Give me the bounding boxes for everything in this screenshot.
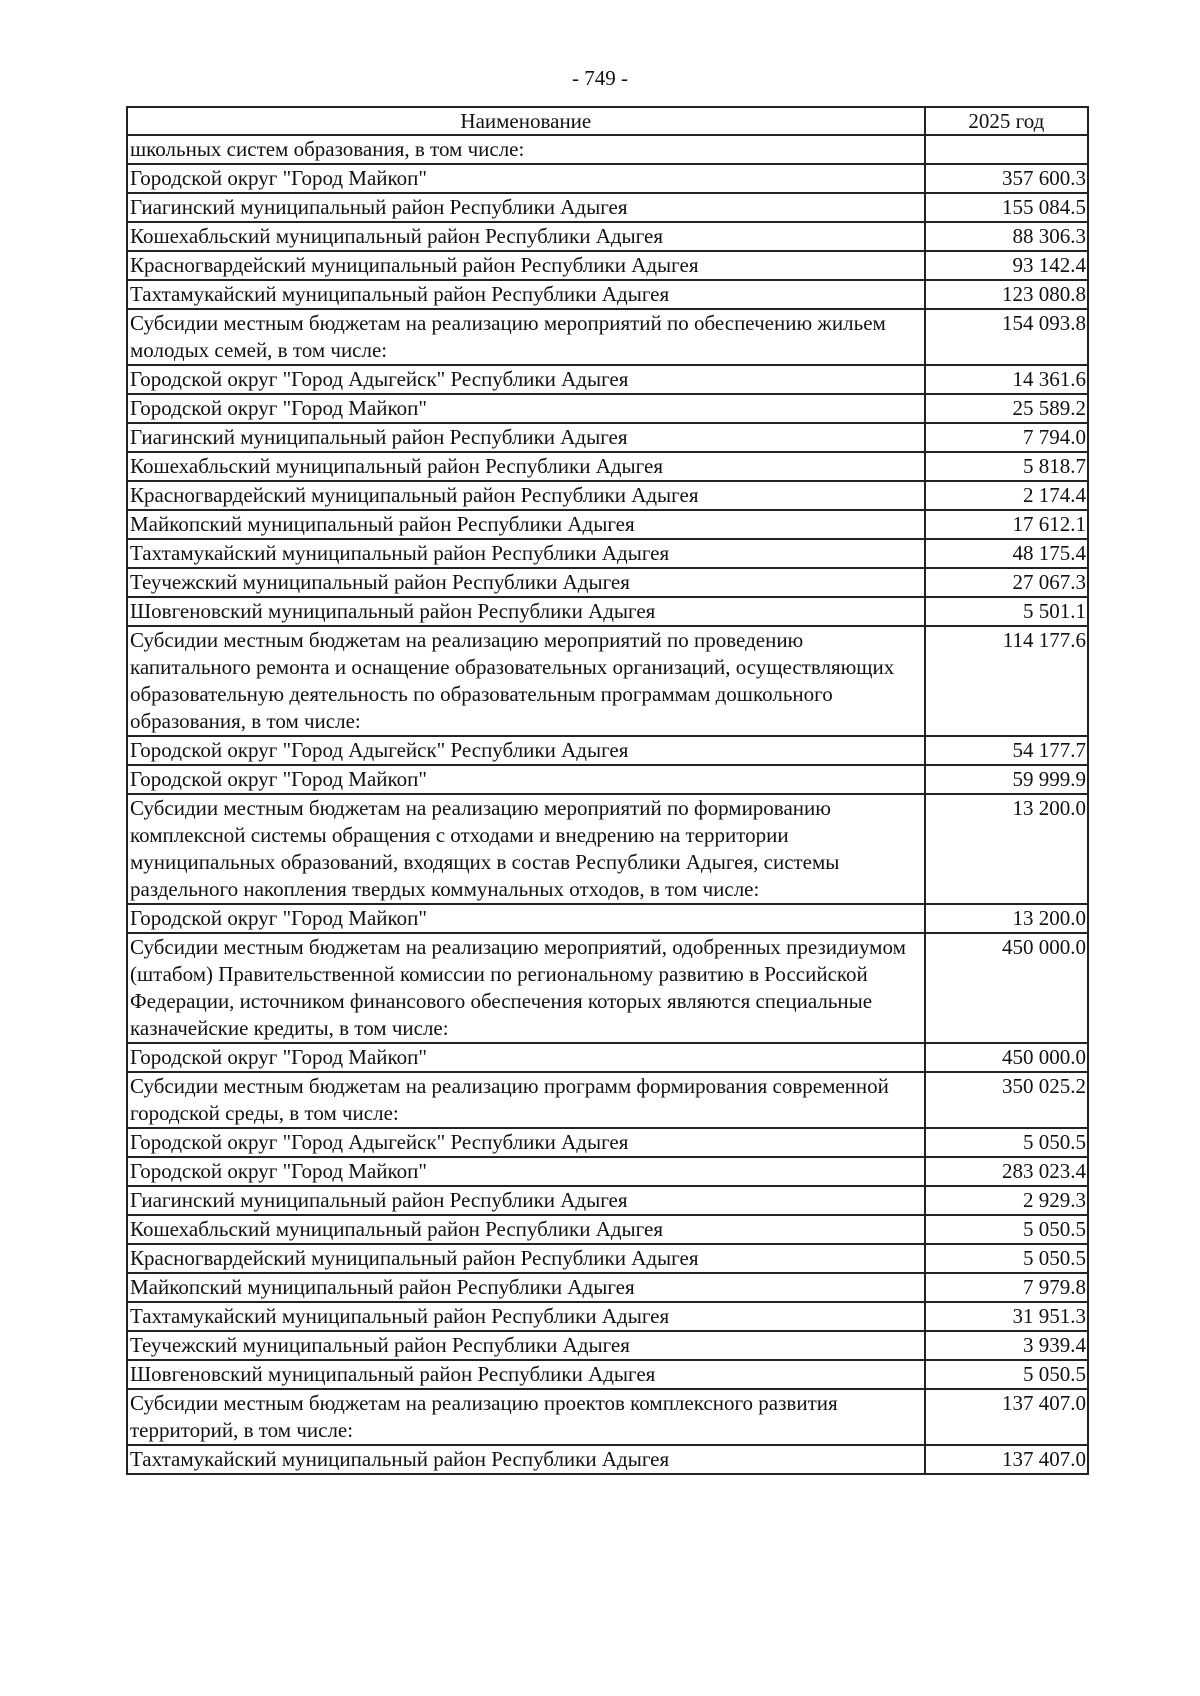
- row-value-cell: 137 407.0: [925, 1445, 1088, 1474]
- table-row: [127, 1445, 1088, 1474]
- row-value-cell: 13 200.0: [925, 794, 1088, 904]
- row-name-cell: Тахтамукайский муниципальный район Республики Адыгея: [127, 1302, 925, 1331]
- row-name-cell: Кошехабльский муниципальный район Республики Адыгея: [127, 1215, 925, 1244]
- column-header-year: 2025 год: [925, 107, 1088, 135]
- table-row: [127, 365, 1088, 394]
- row-name-cell: Майкопский муниципальный район Республики Адыгея: [127, 1273, 925, 1302]
- table-body: [127, 135, 1088, 1474]
- row-value-cell: 5 050.5: [925, 1360, 1088, 1389]
- table-row: [127, 193, 1088, 222]
- row-name-cell: Городской округ "Город Майкоп": [127, 765, 925, 794]
- table-row: [127, 309, 1088, 365]
- table-row: [127, 1072, 1088, 1128]
- row-name-cell: Субсидии местным бюджетам на реализацию программ формирования современной городской среды, в том числе:: [127, 1072, 925, 1128]
- row-value-cell: 283 023.4: [925, 1157, 1088, 1186]
- table-row: [127, 394, 1088, 423]
- row-name-cell: Майкопский муниципальный район Республики Адыгея: [127, 510, 925, 539]
- row-value-cell: 27 067.3: [925, 568, 1088, 597]
- table-row: [127, 164, 1088, 193]
- table-row: [127, 510, 1088, 539]
- table-row: [127, 1273, 1088, 1302]
- table-row: [127, 280, 1088, 309]
- row-value-cell: 48 175.4: [925, 539, 1088, 568]
- table-row: [127, 1389, 1088, 1445]
- row-value-cell: 5 818.7: [925, 452, 1088, 481]
- table-row: [127, 1244, 1088, 1273]
- row-value-cell: 155 084.5: [925, 193, 1088, 222]
- table-row: [127, 423, 1088, 452]
- row-value-cell: 17 612.1: [925, 510, 1088, 539]
- row-name-cell: Кошехабльский муниципальный район Республики Адыгея: [127, 452, 925, 481]
- page-number: - 749 -: [572, 66, 628, 90]
- row-value-cell: [925, 135, 1088, 164]
- table-row: [127, 1331, 1088, 1360]
- table-row: [127, 135, 1088, 164]
- row-value-cell: 5 501.1: [925, 597, 1088, 626]
- row-value-cell: 2 929.3: [925, 1186, 1088, 1215]
- row-value-cell: 88 306.3: [925, 222, 1088, 251]
- row-name-cell: Городской округ "Город Майкоп": [127, 394, 925, 423]
- row-name-cell: Тахтамукайский муниципальный район Республики Адыгея: [127, 1445, 925, 1474]
- row-name-cell: Субсидии местным бюджетам на реализацию мероприятий по проведению капитального ремонта и оснащение образовательных организаций, осуществляющих образовательную деятельность по образовательным программам дошкольного образования, в том числе:: [127, 626, 925, 736]
- row-value-cell: 7 979.8: [925, 1273, 1088, 1302]
- table-row: [127, 568, 1088, 597]
- table-row: [127, 1186, 1088, 1215]
- row-name-cell: Городской округ "Город Майкоп": [127, 1157, 925, 1186]
- row-name-cell: школьных систем образования, в том числе:: [127, 135, 925, 164]
- row-name-cell: Городской округ "Город Майкоп": [127, 904, 925, 933]
- row-name-cell: Теучежский муниципальный район Республики Адыгея: [127, 1331, 925, 1360]
- table-row: [127, 539, 1088, 568]
- row-value-cell: 25 589.2: [925, 394, 1088, 423]
- row-value-cell: 31 951.3: [925, 1302, 1088, 1331]
- row-value-cell: 14 361.6: [925, 365, 1088, 394]
- row-value-cell: 450 000.0: [925, 1043, 1088, 1072]
- table-row: [127, 251, 1088, 280]
- row-name-cell: Городской округ "Город Адыгейск" Республики Адыгея: [127, 365, 925, 394]
- table-row: [127, 904, 1088, 933]
- table-row: [127, 1128, 1088, 1157]
- row-value-cell: 93 142.4: [925, 251, 1088, 280]
- row-value-cell: 7 794.0: [925, 423, 1088, 452]
- table-row: [127, 1302, 1088, 1331]
- table-row: [127, 1157, 1088, 1186]
- row-name-cell: Субсидии местным бюджетам на реализацию мероприятий по обеспечению жильем молодых семей, в том числе:: [127, 309, 925, 365]
- row-name-cell: Городской округ "Город Майкоп": [127, 1043, 925, 1072]
- table-row: [127, 794, 1088, 904]
- row-name-cell: Гиагинский муниципальный район Республики Адыгея: [127, 423, 925, 452]
- row-value-cell: 3 939.4: [925, 1331, 1088, 1360]
- table-row: [127, 222, 1088, 251]
- table-row: [127, 452, 1088, 481]
- row-value-cell: 123 080.8: [925, 280, 1088, 309]
- row-name-cell: Субсидии местным бюджетам на реализацию проектов комплексного развития территорий, в том числе:: [127, 1389, 925, 1445]
- row-name-cell: Тахтамукайский муниципальный район Республики Адыгея: [127, 539, 925, 568]
- row-value-cell: 5 050.5: [925, 1244, 1088, 1273]
- table-row: [127, 1215, 1088, 1244]
- table-row: [127, 481, 1088, 510]
- row-value-cell: 450 000.0: [925, 933, 1088, 1043]
- budget-table: [126, 106, 1089, 1475]
- table-row: [127, 933, 1088, 1043]
- row-value-cell: 5 050.5: [925, 1215, 1088, 1244]
- row-name-cell: Городской округ "Город Адыгейск" Республики Адыгея: [127, 1128, 925, 1157]
- table-row: [127, 626, 1088, 736]
- row-value-cell: 137 407.0: [925, 1389, 1088, 1445]
- table-row: [127, 597, 1088, 626]
- table-row: [127, 736, 1088, 765]
- table-row: [127, 1043, 1088, 1072]
- table-header-row: [127, 107, 1088, 135]
- row-name-cell: Городской округ "Город Адыгейск" Республики Адыгея: [127, 736, 925, 765]
- row-name-cell: Субсидии местным бюджетам на реализацию мероприятий по формированию комплексной системы обращения с отходами и внедрению на территории муниципальных образований, входящих в состав Республики Адыгея, системы раздельного накопления твердых коммунальных отходов, в том числе:: [127, 794, 925, 904]
- row-name-cell: Кошехабльский муниципальный район Республики Адыгея: [127, 222, 925, 251]
- row-name-cell: Теучежский муниципальный район Республики Адыгея: [127, 568, 925, 597]
- row-value-cell: 13 200.0: [925, 904, 1088, 933]
- row-value-cell: 350 025.2: [925, 1072, 1088, 1128]
- row-value-cell: 114 177.6: [925, 626, 1088, 736]
- row-name-cell: Гиагинский муниципальный район Республики Адыгея: [127, 1186, 925, 1215]
- row-value-cell: 5 050.5: [925, 1128, 1088, 1157]
- table-row: [127, 765, 1088, 794]
- row-value-cell: 357 600.3: [925, 164, 1088, 193]
- row-name-cell: Тахтамукайский муниципальный район Республики Адыгея: [127, 280, 925, 309]
- row-name-cell: Гиагинский муниципальный район Республики Адыгея: [127, 193, 925, 222]
- row-value-cell: 59 999.9: [925, 765, 1088, 794]
- row-name-cell: Городской округ "Город Майкоп": [127, 164, 925, 193]
- row-name-cell: Шовгеновский муниципальный район Республики Адыгея: [127, 597, 925, 626]
- row-name-cell: Красногвардейский муниципальный район Республики Адыгея: [127, 481, 925, 510]
- column-header-name: Наименование: [127, 107, 925, 135]
- row-value-cell: 154 093.8: [925, 309, 1088, 365]
- row-name-cell: Субсидии местным бюджетам на реализацию мероприятий, одобренных президиумом (штабом) Правительственной комиссии по региональному развитию в Российской Федерации, источником финансового обеспечения которых являются специальные казначейские кредиты, в том числе:: [127, 933, 925, 1043]
- table-row: [127, 1360, 1088, 1389]
- row-value-cell: 2 174.4: [925, 481, 1088, 510]
- row-name-cell: Красногвардейский муниципальный район Республики Адыгея: [127, 1244, 925, 1273]
- row-name-cell: Красногвардейский муниципальный район Республики Адыгея: [127, 251, 925, 280]
- row-value-cell: 54 177.7: [925, 736, 1088, 765]
- row-name-cell: Шовгеновский муниципальный район Республики Адыгея: [127, 1360, 925, 1389]
